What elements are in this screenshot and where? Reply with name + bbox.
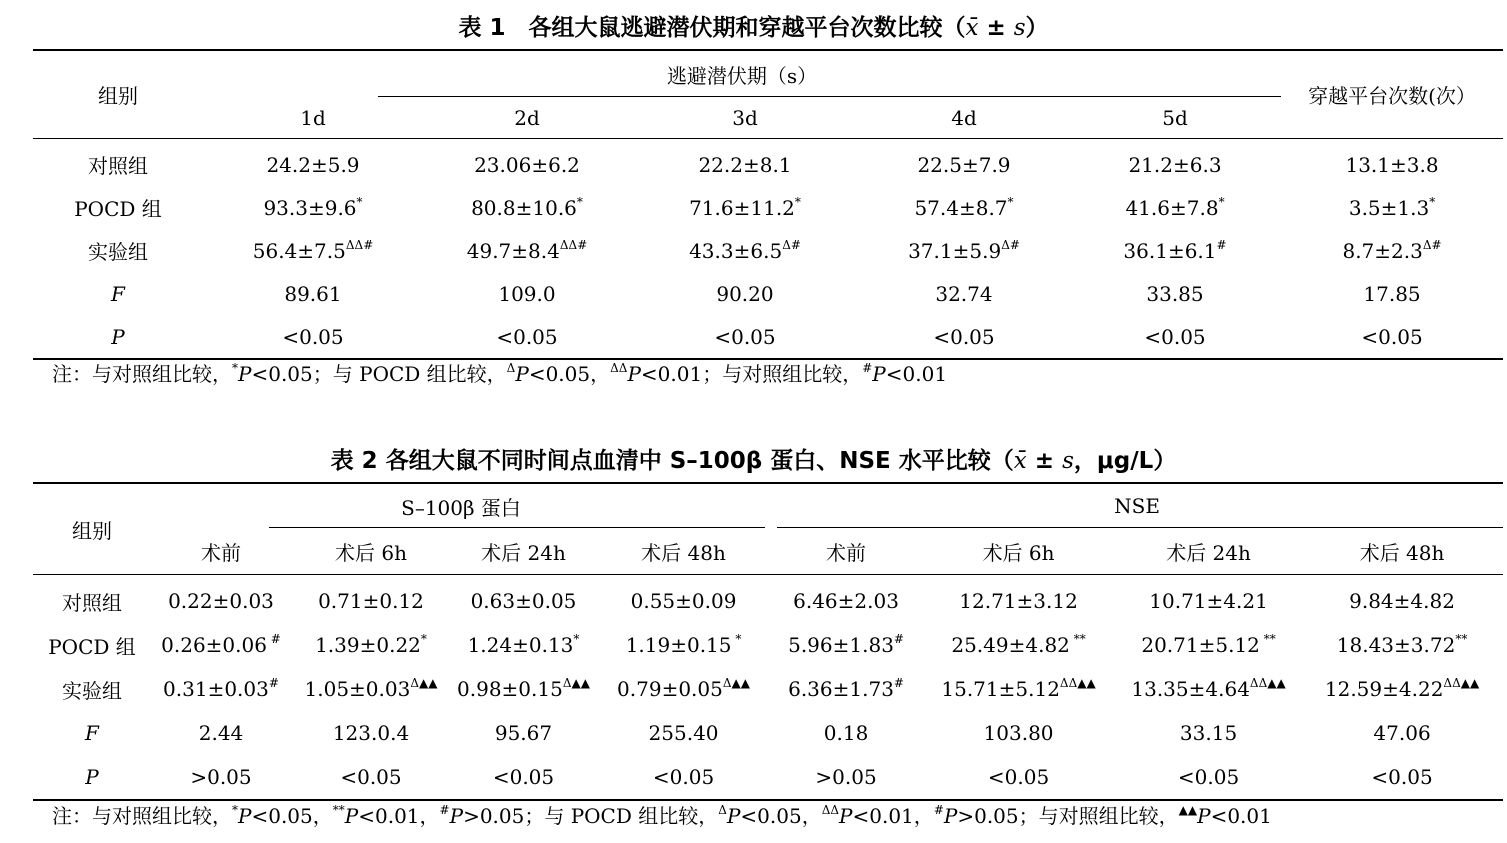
table2-cell-value: 255.40: [648, 721, 719, 745]
table2-row: [33, 755, 1503, 800]
table2-cell-value: <0.05: [1371, 765, 1433, 789]
table1-row-label: P: [111, 324, 125, 349]
table1-cell-mark: Δ#: [782, 237, 801, 252]
table2-cell-value: 0.18: [823, 721, 869, 745]
table1-cell: [631, 186, 859, 229]
table1-cell: [859, 186, 1069, 229]
table1-col-latency: 逃避潜伏期（s）: [203, 50, 1281, 97]
table1-cell: [1069, 229, 1281, 272]
table1-cell: [203, 315, 423, 359]
table2-cell-value: 25.49±4.82: [951, 633, 1070, 657]
table1-note-part: ΔΔ: [610, 361, 628, 375]
table2-note-part: *: [232, 803, 238, 817]
table2-cell: [596, 575, 771, 624]
table2-cell: [291, 755, 451, 800]
table2-time-header-2: 术后 24h: [481, 540, 566, 565]
table1-note: [52, 358, 947, 387]
table1-cell-value: <0.05: [496, 324, 558, 349]
table2-row-label: P: [85, 765, 99, 789]
table2-note-part: P: [344, 804, 359, 828]
table2-note-part: >0.05；与 POCD 组比较，: [463, 804, 719, 828]
table1-cell: [203, 229, 423, 272]
table1-cell: [1069, 315, 1281, 359]
table1-cell: [423, 272, 631, 315]
table2-col-s100: S–100β 蛋白: [151, 483, 771, 528]
table1-cell-value: 21.2±6.3: [1128, 152, 1222, 177]
table1-cell: [423, 315, 631, 359]
table2-cell: [1301, 623, 1503, 667]
table1-cell-mark: *: [1007, 194, 1014, 209]
table1-cell-value: 57.4±8.7: [914, 195, 1008, 220]
table2-cell-value: 123.0.4: [332, 721, 410, 745]
table2-cell-value: 12.71±3.12: [959, 589, 1078, 613]
table2-cell: [451, 667, 596, 711]
table2-cell-value: 13.35±4.64: [1131, 677, 1250, 701]
table1-note-part: P: [238, 362, 252, 386]
table1-row: [33, 315, 1503, 359]
table2-note-part: P: [943, 804, 958, 828]
table2-note-part: <0.05，: [251, 804, 333, 828]
table2-cell-value: <0.05: [492, 765, 555, 789]
table2-note-part: #: [933, 803, 944, 817]
table2-title: 表 2 各组大鼠不同时间点血清中 S–100β 蛋白、NSE 水平比较（x̄ ± s，μg/L）: [330, 448, 1177, 474]
table2-cell-mark: Δ▲▲: [410, 676, 438, 690]
table1-cell: [631, 272, 859, 315]
table2-cell: [771, 711, 921, 755]
table2-note: [52, 800, 1272, 829]
table2-note-part: >0.05；与对照组比较，: [957, 804, 1179, 828]
table1-cell: [859, 315, 1069, 359]
table1-cell: [1281, 139, 1503, 187]
table2-row-label: 实验组: [62, 678, 122, 703]
table1-note-part: <0.05；与 POCD 组比较，: [251, 362, 507, 386]
table1-cell: [859, 272, 1069, 315]
table2-note-part: P: [839, 804, 853, 828]
table2-cell: [1301, 575, 1503, 624]
table2-cell: [1301, 711, 1503, 755]
table1-cell-value: 8.7±2.3: [1342, 238, 1423, 263]
table1-cell: [203, 272, 423, 315]
table1-cell-value: 24.2±5.9: [266, 152, 360, 177]
table2-cell-value: 9.84±4.82: [1349, 589, 1455, 613]
table1-row: [33, 229, 1503, 272]
table1-row-label: 实验组: [88, 240, 148, 264]
table2-cell-value: 1.39±0.22: [315, 633, 421, 657]
table2-cell-value: 6.46±2.03: [793, 589, 899, 613]
table2-cell: [771, 755, 921, 800]
table2-cell-value: 0.98±0.15: [457, 677, 563, 701]
table1-note-part: P: [872, 362, 886, 386]
table2-note-part: **: [332, 803, 345, 817]
table2-cell-value: 5.96±1.83: [788, 633, 894, 657]
table1-note-part: <0.01；与对照组比较，: [640, 362, 863, 386]
table2-cell: [151, 575, 291, 624]
table1-cell-mark: ΔΔ#: [345, 237, 374, 252]
table2-cell-value: 12.59±4.22: [1324, 677, 1444, 701]
table2-cell-mark: ΔΔ▲▲: [1249, 676, 1286, 690]
table2-cell: [1301, 667, 1503, 711]
table2-cell: [291, 667, 451, 711]
table2-cell-value: >0.05: [190, 765, 252, 789]
table2-cell: [1116, 711, 1301, 755]
table1-cell-mark: ΔΔ#: [559, 237, 588, 252]
table2-time-header-4: 术前: [826, 540, 867, 565]
table1-cell-value: 41.6±7.8: [1125, 195, 1219, 220]
table1-cell-value: 23.06±6.2: [474, 152, 580, 177]
table1-cell-value: <0.05: [933, 324, 995, 349]
table1-col-group: 组别: [33, 50, 203, 139]
table2-time-header-5: 术后 6h: [982, 540, 1055, 565]
table2-cell: [596, 667, 771, 711]
table2-cell-mark: #: [266, 632, 281, 646]
table2-note-part: P: [238, 804, 252, 828]
table1-cell: [859, 139, 1069, 187]
table2-cell-value: <0.05: [1177, 765, 1240, 789]
table2-note-part: P: [449, 804, 464, 828]
table2-cell-mark: Δ▲▲: [722, 676, 750, 690]
table2-cell-value: 2.44: [198, 721, 244, 745]
table2-cell: [291, 711, 451, 755]
table1-cell-mark: *: [794, 194, 801, 209]
table2-col-nse: NSE: [771, 483, 1503, 528]
table1-row: [33, 139, 1503, 187]
table2-cell-value: 95.67: [494, 721, 553, 745]
table2-cell-mark: ΔΔ▲▲: [1059, 676, 1096, 690]
table2-cell: [151, 755, 291, 800]
table1-cell-mark: *: [356, 194, 363, 209]
table2-cell: [921, 575, 1116, 624]
table1-note-part: #: [862, 361, 873, 375]
table2-time-header-1: 术后 6h: [335, 540, 407, 565]
table2-cell: [151, 711, 291, 755]
table2-cell-mark: #: [893, 632, 904, 646]
table2-cell-value: 0.26±0.06: [161, 633, 267, 657]
table2-cell: [451, 575, 596, 624]
table2-cell-value: 0.55±0.09: [630, 589, 737, 613]
table1-title: 表 1 各组大鼠逃避潜伏期和穿越平台次数比较（x̄ ± s）: [458, 15, 1049, 41]
table2-row: [33, 667, 1503, 711]
table2-cell-value: 18.43±3.72: [1336, 633, 1456, 657]
table1-cell-mark: Δ#: [1001, 237, 1020, 252]
table2-cell-value: >0.05: [815, 765, 877, 789]
table1-cell-value: 109.0: [498, 281, 556, 306]
table2-time-header-0: 术前: [201, 540, 241, 565]
table2-note-part: <0.01，: [852, 804, 934, 828]
table2-note-part: #: [439, 803, 450, 817]
table2-cell-value: 15.71±5.12: [941, 677, 1060, 701]
table2-cell: [921, 667, 1116, 711]
table1-row: [33, 186, 1503, 229]
table2-cell-value: 20.71±5.12: [1141, 633, 1260, 657]
table2-cell-mark: **: [1455, 632, 1468, 646]
table2-cell: [1116, 667, 1301, 711]
table1-note-part: <0.05，: [528, 362, 611, 386]
table1-cell: [203, 186, 423, 229]
table1-cell-value: 37.1±5.9: [908, 238, 1002, 263]
table2-cell-mark: #: [893, 676, 904, 690]
table1-cell-value: 90.20: [716, 281, 774, 306]
table2-cell-value: 0.71±0.12: [318, 589, 424, 613]
table2-cell: [451, 755, 596, 800]
table2-cell-mark: **: [1069, 632, 1086, 646]
table1-day-header-0: 1d: [300, 105, 326, 130]
table1-cell-value: 49.7±8.4: [466, 238, 560, 263]
table1-note-part: P: [627, 362, 641, 386]
table1-cell-value: 71.6±11.2: [689, 195, 795, 220]
table2-cell-value: 1.24±0.13: [467, 633, 574, 657]
table2-col-group: 组别: [33, 483, 151, 575]
table2-cell-mark: ΔΔ▲▲: [1443, 676, 1480, 690]
table1-note-part: *: [232, 361, 238, 375]
table1-cell: [631, 229, 859, 272]
table2-cell-value: 33.15: [1179, 721, 1238, 745]
table2-cell-value: 0.22±0.03: [168, 589, 274, 613]
table2-cell-value: 103.80: [983, 721, 1054, 745]
table2-note-part: 注：与对照组比较，: [52, 804, 232, 828]
table2-body: [33, 575, 1503, 801]
table1-cell: [631, 139, 859, 187]
table2-cell: [1116, 755, 1301, 800]
table1-row-label: F: [111, 281, 125, 306]
table1-cell-value: 89.61: [284, 281, 342, 306]
table1-cell-value: 93.3±9.6: [263, 195, 357, 220]
table1-day-header-3: 4d: [951, 105, 977, 130]
table1-cell-value: 80.8±10.6: [471, 195, 577, 220]
table2-cell-value: <0.05: [652, 765, 715, 789]
table1-cell: [423, 139, 631, 187]
table1-cell-value: <0.05: [1144, 324, 1206, 349]
table2-note-part: <0.01: [1210, 804, 1272, 828]
table1-cell-mark: *: [576, 194, 583, 209]
table2-time-header-6: 术后 24h: [1166, 540, 1251, 565]
table1-cell: [631, 315, 859, 359]
table1-cell: [423, 186, 631, 229]
table1-day-header-2: 3d: [732, 105, 758, 130]
table2-note-part: <0.01，: [358, 804, 440, 828]
table2-note-part: Δ: [718, 803, 727, 817]
table1-cell-mark: *: [1429, 194, 1436, 209]
table2-cell: [451, 711, 596, 755]
table2-time-header-row: [33, 528, 1503, 575]
table2-cell-value: 0.63±0.05: [470, 589, 577, 613]
table1-cell: [1281, 186, 1503, 229]
table2-cell: [291, 575, 451, 624]
table2-cell-value: <0.05: [987, 765, 1050, 789]
table1-cell: [859, 229, 1069, 272]
table2-row: [33, 575, 1503, 624]
table1-cell: [203, 139, 423, 187]
table2-cell-mark: *: [731, 632, 742, 646]
table2-cell: [921, 755, 1116, 800]
table1-cell: [423, 229, 631, 272]
table1-cell: [1281, 229, 1503, 272]
table1-cell-value: 22.5±7.9: [917, 152, 1011, 177]
table2-note-part: ▲▲: [1178, 803, 1198, 817]
table1-cell-value: 43.3±6.5: [689, 238, 783, 263]
table1-body: [33, 139, 1503, 360]
table1-cell-value: 3.5±1.3: [1348, 195, 1430, 220]
table2-cell: [921, 711, 1116, 755]
table1-cell: [1281, 315, 1503, 359]
table1-cell-value: 56.4±7.5: [252, 238, 346, 263]
table1-cell-mark: *: [1218, 194, 1225, 209]
table2-time-header-7: 术后 48h: [1359, 540, 1445, 565]
table1-cell-value: <0.05: [1361, 324, 1423, 349]
table1-cell-mark: Δ#: [1422, 237, 1442, 252]
table2-cell: [596, 623, 771, 667]
table2-cell: [451, 623, 596, 667]
table1-note-part: Δ: [506, 361, 516, 375]
table1-day-header-4: 5d: [1162, 105, 1188, 130]
table2-cell-value: 47.06: [1373, 721, 1431, 745]
table1-cell: [1069, 186, 1281, 229]
table1-cell: [1069, 139, 1281, 187]
table1: [33, 49, 1503, 360]
table1-cell-value: 36.1±6.1: [1123, 238, 1217, 263]
table2-cell: [596, 755, 771, 800]
table2-cell-value: 1.05±0.03: [304, 677, 411, 701]
table2-cell: [921, 623, 1116, 667]
table1-row: [33, 272, 1503, 315]
table1-cell-value: <0.05: [282, 324, 344, 349]
table2-note-part: P: [726, 804, 741, 828]
table2-cell-mark: Δ▲▲: [562, 676, 590, 690]
table2-cell-mark: #: [268, 676, 279, 690]
table1-row-label: POCD 组: [74, 197, 162, 221]
table2-cell-value: 6.36±1.73: [788, 677, 894, 701]
table1-cell-value: 13.1±3.8: [1345, 152, 1439, 177]
table2-cell: [151, 623, 291, 667]
table2-note-part: P: [1197, 804, 1211, 828]
table2-row: [33, 623, 1503, 667]
table2-cell: [291, 623, 451, 667]
table2-cell: [596, 711, 771, 755]
table2-cell: [151, 667, 291, 711]
table2-row-label: F: [85, 721, 99, 745]
table2-cell: [771, 623, 921, 667]
table2-cell-mark: *: [420, 632, 427, 646]
table2-note-part: ΔΔ: [821, 803, 840, 817]
table1-cell-value: 22.2±8.1: [698, 152, 792, 177]
table1-cell-value: 17.85: [1363, 281, 1421, 306]
table1-cell-value: <0.05: [714, 324, 776, 349]
table1-day-header-1: 2d: [514, 105, 540, 130]
table1-cell: [1281, 272, 1503, 315]
table2-cell: [771, 667, 921, 711]
table1-note-part: 注：与对照组比较，: [52, 362, 232, 386]
table1-note-part: <0.01: [885, 362, 948, 386]
table2-cell-value: 1.19±0.15: [625, 633, 732, 657]
table2-cell: [1116, 575, 1301, 624]
table2-cell-value: <0.05: [340, 765, 402, 789]
table2-cell: [1116, 623, 1301, 667]
table2-cell-mark: **: [1259, 632, 1276, 646]
table1-cell: [1069, 272, 1281, 315]
table1-cell-mark: #: [1216, 237, 1227, 252]
table2-time-header-3: 术后 48h: [641, 540, 726, 565]
table1-col-cross: 穿越平台次数(次）: [1281, 50, 1503, 139]
table1-note-part: P: [515, 362, 529, 386]
table2-row-label: POCD 组: [48, 634, 136, 659]
table2-row: [33, 711, 1503, 755]
table2-note-part: <0.05，: [740, 804, 822, 828]
table2-cell-mark: *: [573, 632, 580, 646]
table2: [33, 482, 1503, 801]
table2-cell-value: 10.71±4.21: [1149, 589, 1268, 613]
table1-cell-value: 33.85: [1146, 281, 1204, 306]
table1-cell-value: 32.74: [935, 281, 993, 306]
table2-cell-value: 0.31±0.03: [163, 677, 269, 701]
table2-cell-value: 0.79±0.05: [617, 677, 723, 701]
table2-row-label: 对照组: [62, 590, 122, 615]
table2-cell: [1301, 755, 1503, 800]
table2-cell: [771, 575, 921, 624]
table1-row-label: 对照组: [88, 154, 148, 178]
